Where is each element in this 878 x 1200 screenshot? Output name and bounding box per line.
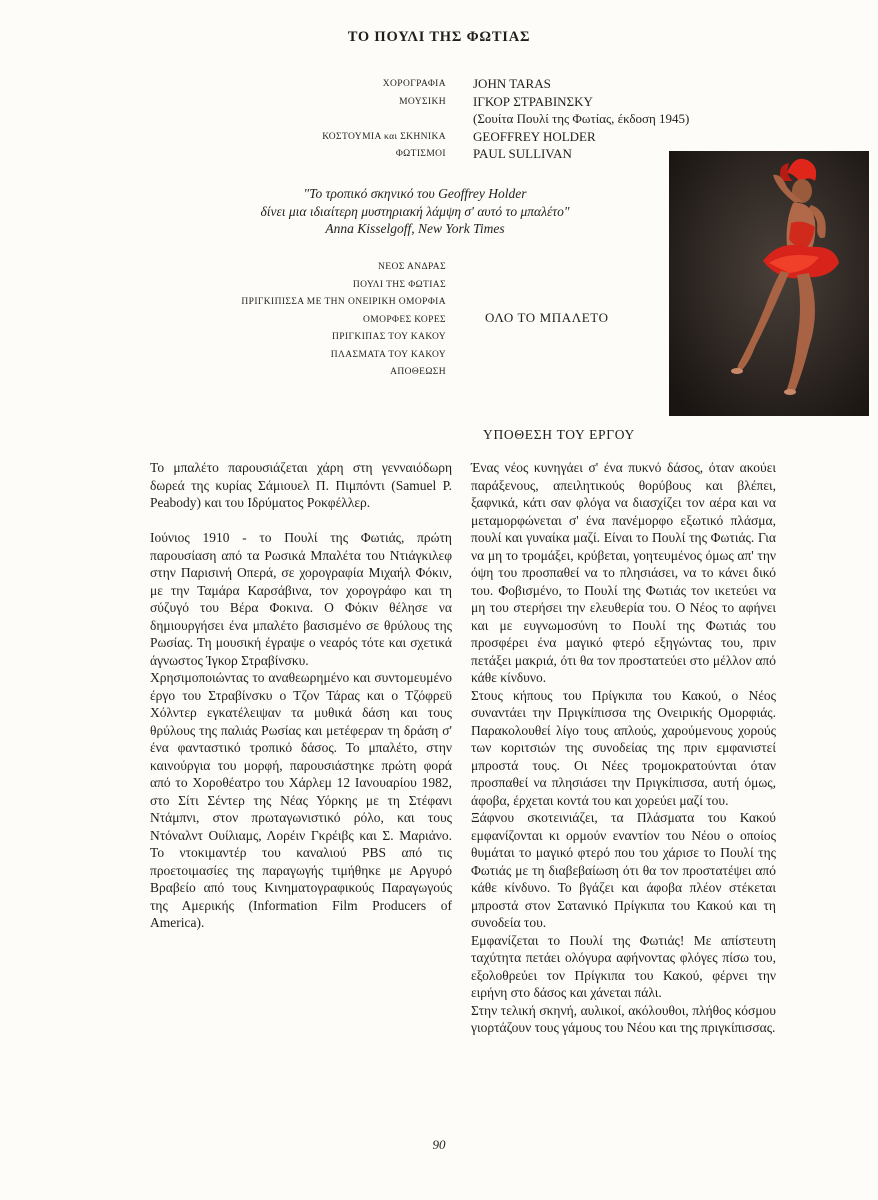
cast-role: ΟΜΟΡΦΕΣ ΚΟΡΕΣ [363,314,446,325]
credit-role: ΦΩΤΙΣΜΟΙ [395,149,446,159]
credit-role: ΜΟΥΣΙΚΗ [399,96,446,107]
paragraph: Ιούνιος 1910 - το Πουλί της Φωτιάς, πρώτη παρουσίαση από τα Ρωσικά Μπαλέτα του Ντιάγκιλεφ στην Παρισινή Οπερά, σε χορογραφία Μιχαήλ Φόκιν, με την Ταμάρα Καρσάβινα, τον χορογράφο και τη σύζυγό του Βέρα Φοκινα. Ο Φόκιν θέλησε να δημιουργήσει ένα μπαλέτο βασισμένο σε θρύλους της Ρωσίας. Τη μουσική έγραψε ο νεαρός τότε και σχετικά άγνωστος Ίγκορ Στραβίνσκυ. [150,530,452,668]
cast-role: ΠΛΑΣΜΑΤΑ ΤΟΥ ΚΑΚΟΥ [330,349,446,360]
paragraph: Ξάφνου σκοτεινιάζει, τα Πλάσματα του Κακού εμφανίζονται κι ορμούν εναντίον του Νέου ο οποίος θυμάται το μαγικό φτερό που του χάρισε το Πουλί της Φωτιάς με τη διαβεβαίωση ότι θα τον προστατέψει από κάθε κίνδυνο. Το βγάζει και άφοβα πλέον στέκεται μπροστά στον Σατανικό Πρίγκιπα του Κακού και τη συνοδεία του. [471,810,776,930]
credit-role: ΧΟΡΟΓΡΑΦΙΑ [382,79,446,89]
credit-row [0,75,878,93]
dancer-illustration [669,151,869,416]
left-column [150,459,452,932]
credit-name: PAUL SULLIVAN [473,146,572,161]
credit-row [0,110,878,128]
paragraph: Στην τελική σκηνή, αυλικοί, ακόλουθοι, πλήθος κόσμου γιορτάζουν τους γάμους του Νέου και της πριγκίπισσας. [471,1002,776,1035]
paragraph: Το μπαλέτο παρουσιάζεται χάρη στη γενναιόδωρη δωρεά της κυρίας Σάμιουελ Π. Πιμπόντι (Samuel P. Peabody) και του Ιδρύματος Ροκφέλλερ. [150,460,452,510]
quote-line: δίνει μια ιδιαίτερη μυστηριακή λάμψη σ' αυτό το μπαλέτο" [260,203,570,219]
review-quote [230,185,600,238]
cast-role: ΠΡΙΓΚΙΠΙΣΣΑ ΜΕ ΤΗΝ ΟΝΕΙΡΙΚΗ ΟΜΟΡΦΙΑ [241,297,446,307]
credit-role: ΚΟΣΤΟΥΜΙΑ και ΣΚΗΝΙΚΑ [322,131,446,142]
dancer-photo [669,151,869,416]
right-column [471,459,776,1037]
cast-role: ΠΡΙΓΚΙΠΑΣ ΤΟΥ ΚΑΚΟΥ [332,332,446,342]
credit-row [0,128,878,146]
cast-role: ΑΠΟΘΕΩΣΗ [390,367,446,377]
quote-line: "Το τροπικό σκηνικό του Geoffrey Holder [303,186,527,201]
page-title: ΤΟ ΠΟΥΛΙ ΤΗΣ ΦΩΤΙΑΣ [347,29,531,45]
credit-name: JOHN TARAS [473,76,551,91]
credit-name: ΙΓΚΟΡ ΣΤΡΑΒΙΝΣΚΥ [473,93,593,109]
credit-name: GEOFFREY HOLDER [473,128,596,144]
synopsis-heading: ΥΠΟΘΕΣΗ ΤΟΥ ΕΡΓΟΥ [483,427,635,442]
page-number: 90 [432,1137,446,1152]
credit-row [0,93,878,111]
cast-all-label: ΟΛΟ ΤΟ ΜΠΑΛΕΤΟ [485,310,609,325]
quote-attribution: Anna Kisselgoff, New York Times [325,221,505,236]
paragraph: Στους κήπους του Πρίγκιπα του Κακού, ο Νέος συναντάει την Πριγκίπισσα της Ονειρικής Ομορφιάς. Παρακολουθεί λίγο τους απλούς, χαρούμενους χορούς των κοριτσιών της συνοδείας της πριν εμφανιστεί μπροστά τους. Οι Νέες τρομοκρατούνται όταν προσπαθεί να πλησιάσει την Πριγκίπισσα, αυτή όμως, άφοβα, έρχεται κοντά του και χορεύει μαζί του. [471,687,776,808]
credits-list [0,75,878,163]
cast-role: ΝΕΟΣ ΑΝΔΡΑΣ [378,262,446,272]
cast-role: ΠΟΥΛΙ ΤΗΣ ΦΩΤΙΑΣ [352,279,446,290]
credit-name: (Σουίτα Πουλί της Φωτίας, έκδοση 1945) [473,111,690,126]
paragraph: Χρησιμοποιώντας το αναθεωρημένο και συντομευμένο έργο του Στραβίνσκυ ο Τζον Τάρας και ο Τζόφρεϋ Χόλντερ εγκατέλειψαν τα μυθικά δάση και τους θρύλους της παλιάς Ρωσίας και μετέφεραν τη δράση σ' ένα φανταστικό τροπικό δάσος. Το μπαλέτο, στην καινούργια του μορφή, παρουσιάστηκε πρώτη φορά από το Χοροθέατρο του Χάρλεμ 12 Ιανουαρίου 1982, στο Σίτι Σέντερ της Νέας Υόρκης με τη Στέφανι Ντάμπνι, στον πρωταγωνιστικό ρόλο, και τους Ντόναλντ Ουίλιαμς, Λορέιν Γκρέιβς και Σ. Μαριάνο. Το ντοκιμαντέρ του καναλιού PBS από τις προετοιμασίες της παραγωγής τιμήθηκε με Αργυρό Βραβείο από τους Κινηματογραφικούς Παραγωγούς της Αμερικής (Information Film Producers of America). [150,670,452,930]
paragraph: Ένας νέος κυνηγάει σ' ένα πυκνό δάσος, όταν ακούει παράξενους, απειλητικούς θορύβους και βλέπει, ξαφνικά, κάτι σαν φλόγα να διασχίζει τον αέρα και να μεταμορφώνεται σ' ένα πανέμορφο εξωτικό πλάσμα, πουλί και γυναίκα μαζί. Είναι το Πουλί της Φωτιάς. Για να μη το τρομάξει, κρύβεται, γοητευμένος όμως απ' την όψη του προσπαθεί να το πλησιάσει, να το κάνει δικό του. Φοβισμένο, το Πουλί της Φωτιάς τον ικετεύει να μη του στερήσει την ελευθερία του. Ο Νέος το αφήνει και με ευγνωμοσύνη το Πουλί της Φωτιάς του προσφέρει ένα μαγικό φτερό εξηγώντας του, πριν πετάξει μακριά, ότι θα τον προστατεύει στο μέλλον από κάθε κίνδυνο. [471,460,776,685]
paragraph: Εμφανίζεται το Πουλί της Φωτιάς! Με απίστευτη ταχύτητα πετάει ολόγυρα αφήνοντας φλόγες πίσω του, εξολοθρεύει τον Πρίγκιπα του Κακού, φέρνει την ειρήνη στο δάσος και χάνεται πάλι. [471,932,776,1000]
